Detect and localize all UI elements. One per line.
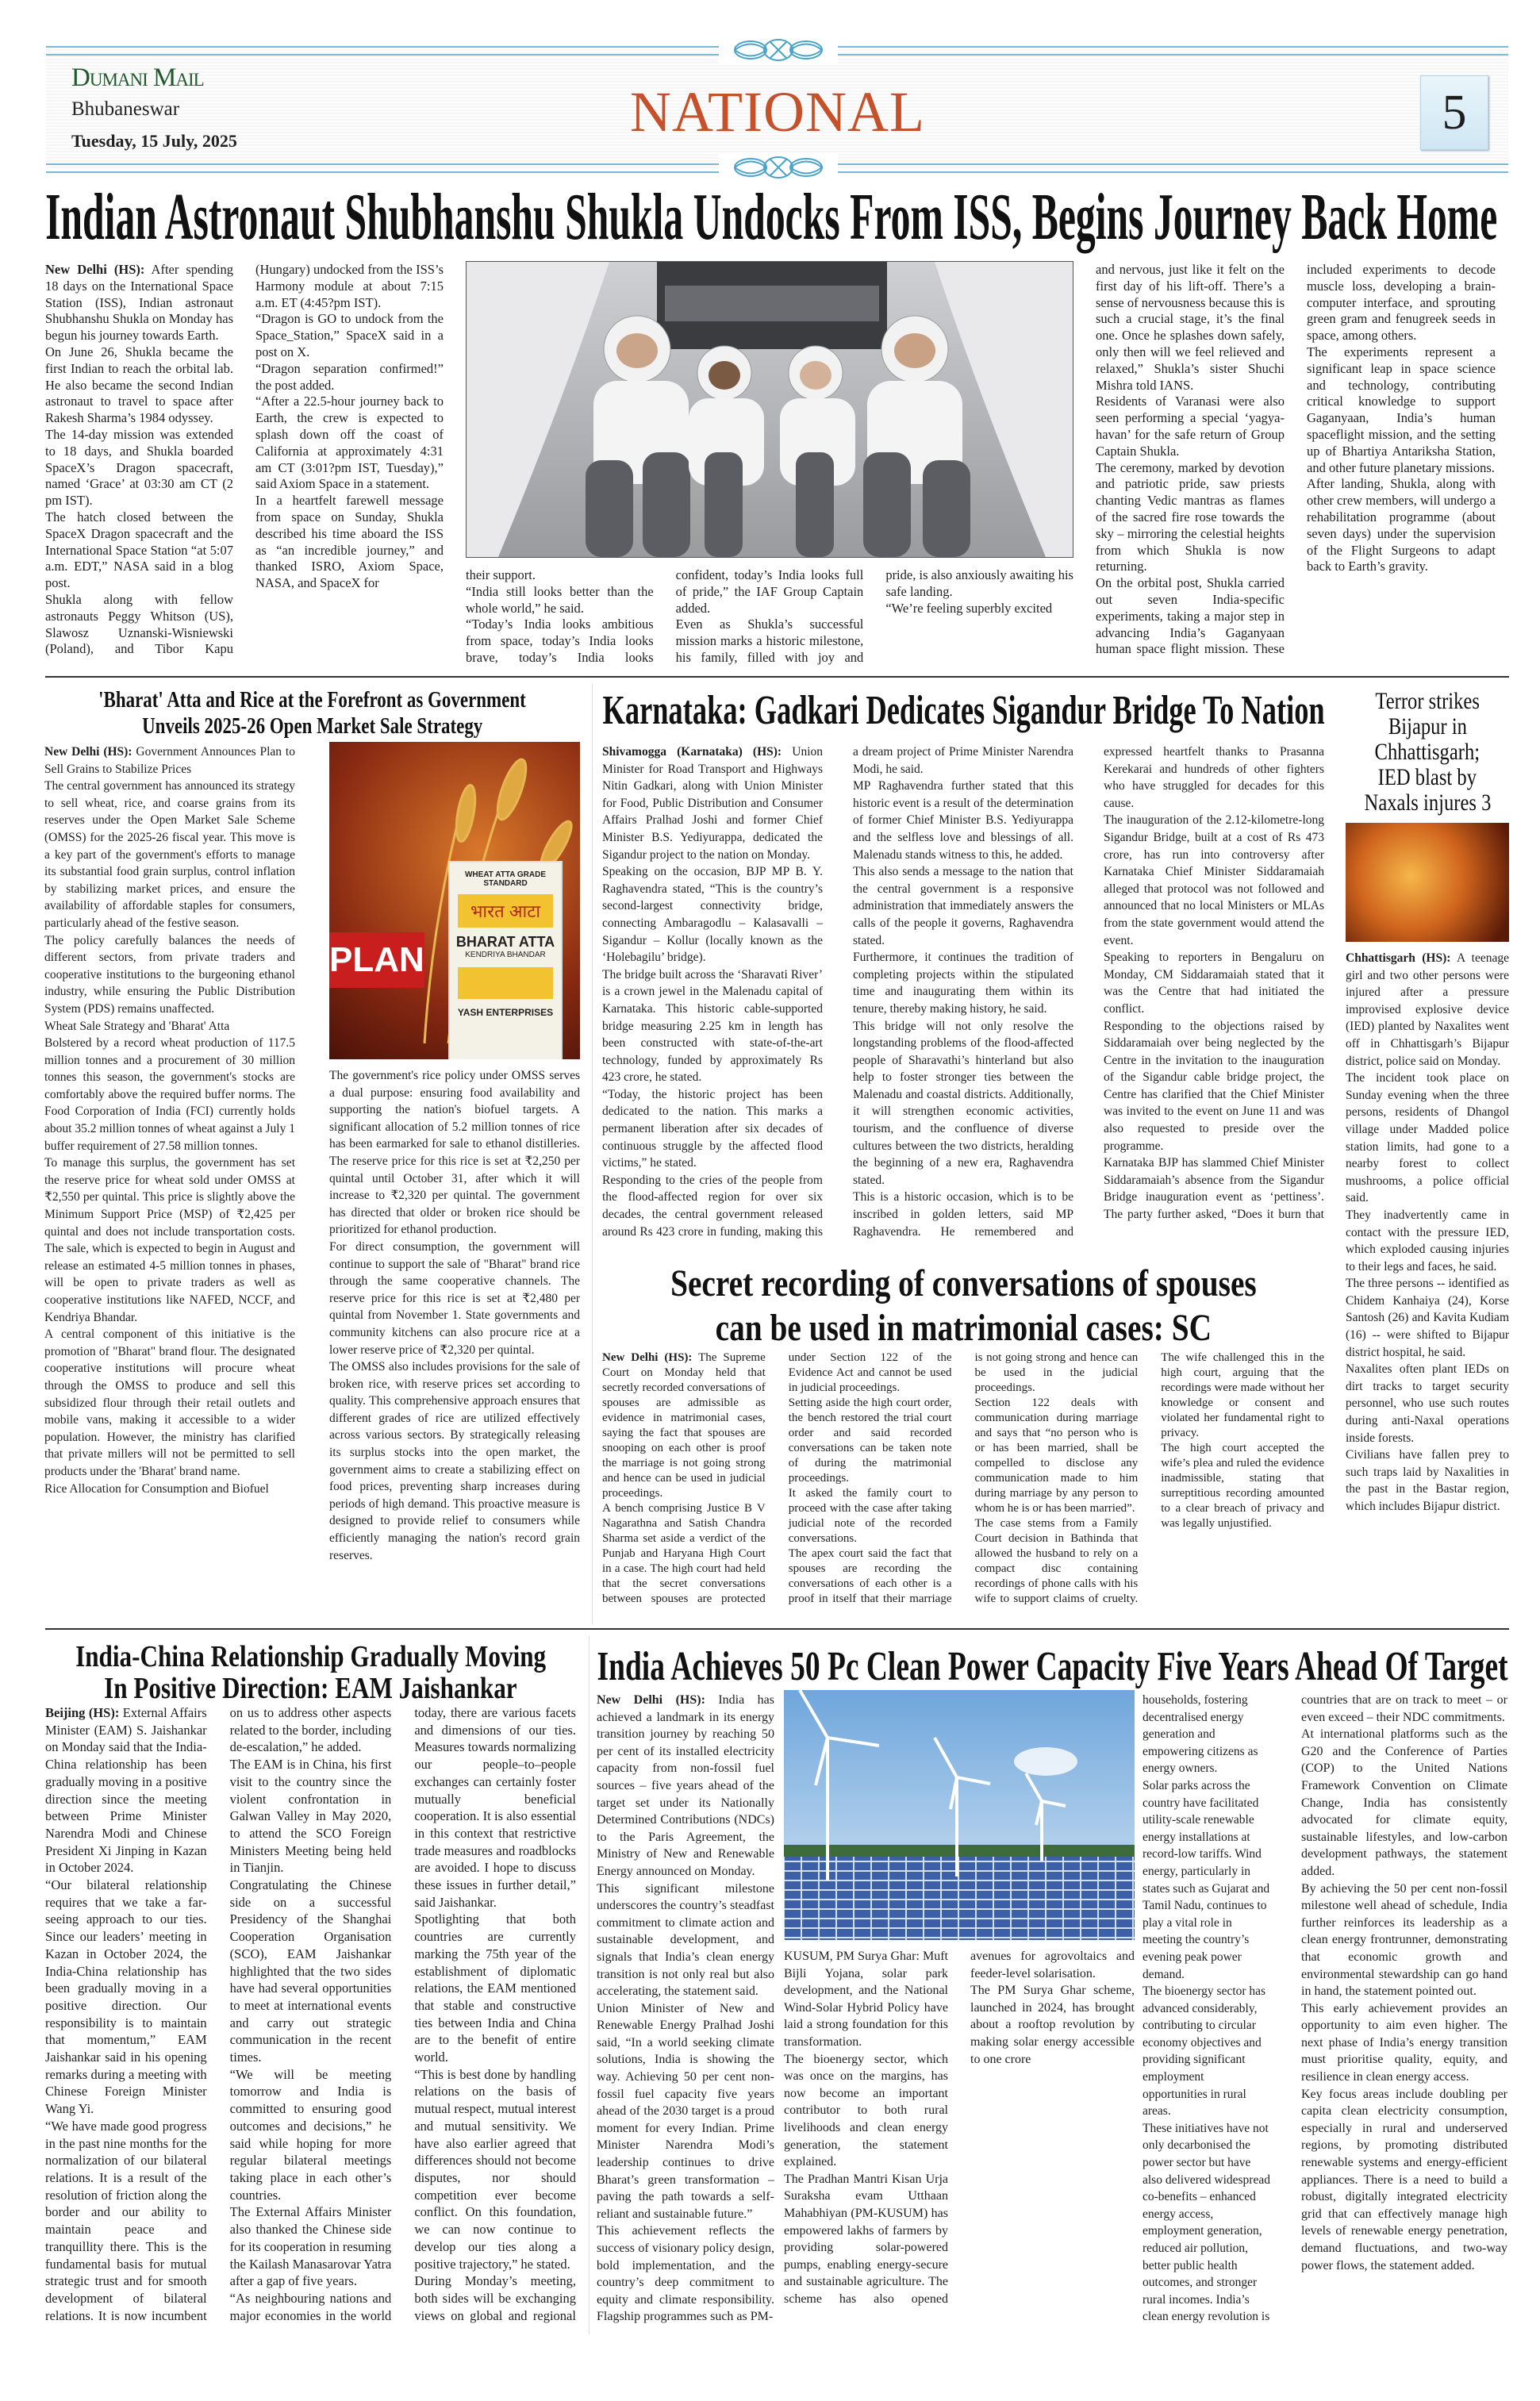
paragraph: “Today, the historic project has been dedicated to the nation. This marks a permanent liberation after six decades of continuous struggle by the affected flood victims,” he stated. <box>602 1087 823 1170</box>
paragraph: This achievement reflects the success of visionary policy design, bold implementation, and the country’s deep commitment to equity and climate responsibility. Flagship programmes such as PM- <box>597 2224 774 2324</box>
paragraph: In a heartfelt farewell message from space on Sunday, Shukla described his time aboard the ISS as “an incredible journey,” and thanked ISRO, Axiom Space, NASA, and SpaceX for <box>255 493 444 591</box>
paragraph <box>45 262 233 344</box>
headline-line: IED blast by <box>1377 764 1477 790</box>
image-banner-text: PLAN <box>329 940 424 979</box>
paragraph: Solar parks across the country have facilitated utility-scale renewable energy installations at record-low tariffs. Wind energy, particularly in states such as Gujarat and Tamil Nadu, continues to play a vital role in meeting the country’s evening peak power demand. <box>1143 1778 1270 1981</box>
paragraph: On June 26, Shukla became the first Indian to reach the orbital lab. He also became the second Indian astronaut to travel to space after Rakesh Sharma’s 1984 odyssey. <box>45 344 233 426</box>
paragraph: “After a 22.5-hour journey back to Earth, the crew is expected to splash down off the coast of California at approximately 4:31 am CT (3:01?pm IST, Tuesday),” said Axiom Space in a statement. <box>255 394 444 492</box>
headline-line: In Positive Direction: EAM Jaishankar <box>104 1672 517 1705</box>
newspaper-name: Dumani Mail <box>71 63 204 92</box>
paragraph: The EAM is in China, his first visit to the country since the violent confrontation in Galwan Valley in May 2020, to attend the SCO Foreign Ministers Meeting being held in Tianjin. <box>229 1757 392 1876</box>
astronaut-crew-photo <box>466 261 1073 558</box>
paragraph: This also sends a message to the nation that the central government is a responsive administration that immediately answers the calls of the people it governs, Raghavendra stated. <box>853 865 1073 947</box>
wind-solar-photo <box>784 1690 1135 1940</box>
paragraph: It asked the family court to proceed with the case after taking judicial note of the recorded conversations. <box>788 1487 952 1545</box>
section-title: NATIONAL <box>630 80 925 144</box>
headline-line: Chhattisgarh; <box>1374 739 1480 765</box>
headline-secret-recording <box>602 1262 1324 1350</box>
paragraph: Residents of Varanasi were also seen performing a special ‘yagya-havan’ for the safe return of Group Captain Shukla. <box>1096 394 1285 459</box>
dateline: Chhattisgarh (HS): <box>1346 951 1451 965</box>
paragraph: The inauguration of the 2.12-kilometre-long Sigandur Bridge, built at a cost of Rs 473 crore, has run into controversy after Karnataka Chief Minister Siddaramaiah alleged that protocol was not followed and announced that no local Ministers or MLAs from the state government would attend the event. <box>1104 813 1324 947</box>
dateline: Beijing (HS): <box>45 1705 120 1720</box>
headline-astronaut <box>45 179 1497 255</box>
paragraph: “Dragon is GO to undock from the Space_Station,” SpaceX said in a post on X. <box>255 311 444 359</box>
headline-line: Unveils 2025-26 Open Market Sale Strategy <box>141 714 483 739</box>
page-number: 5 <box>1420 75 1488 150</box>
paragraph: “Today’s India looks ambitious from space, today’s India looks brave, today’s India looks confident, today’s India looks full of pride,” the IAF Group Captain added. <box>466 567 864 665</box>
paragraph: To manage this surplus, the government has set the reserve price for wheat sold under OMSS at ₹2,550 per quintal. This price is slightly above the Minimum Support Price (MSP) of ₹2,425 per quintal and does not include transportation costs. The sale, which is expected to begin in August and release an estimated 4-5 million tonnes in phases, will be open to private traders as well as cooperative institutions like NAFED, NCCF, and Kendriya Bhandar. <box>44 1156 295 1324</box>
article-body-clean-col3 <box>1143 1692 1272 2333</box>
paragraph: Rice Allocation for Consumption and Biofuel <box>44 1481 269 1496</box>
paragraph: After landing, Shukla, along with other crew members, will undergo a rehabilitation programme (about seven days) under the supervision of the Flight Surgeons to adapt back to Earth’s gravity. <box>1307 476 1496 574</box>
column-divider <box>589 1636 590 2334</box>
paragraph: The central government has announced its strategy to sell wheat, rice, and coarse grains from its reserves under the Open Market Sale Scheme (OMSS) for the 2025-26 fiscal year. This move is a key part of the government's efforts to manage its substantial food grain surplus, control inflation by stabilizing market prices, and ensure the availability of affordable staples for consumers, particularly ahead of the festive season. <box>44 779 295 930</box>
paragraph: During Monday’s meeting, both sides will be exchanging views on global and regional <box>414 2273 576 2323</box>
headline-line: Terror strikes <box>1375 688 1480 714</box>
paragraph: Section 122 deals with communication during marriage and says that “no person who is or has been married, shall be compelled to disclose any communication made to him during marriage by any person to whom he is or has been married”. <box>974 1396 1139 1515</box>
headline-line: can be used in matrimonial cases: SC <box>715 1307 1212 1349</box>
headline-text: Karnataka: Gadkari Dedicates Sigandur Bridge To Nation <box>602 688 1325 733</box>
paragraph: The 14-day mission was extended to 18 days, and Shukla boarded SpaceX’s Dragon spacecraft, named ‘Grace’ at 03:30 am CT (2 pm IST). <box>45 426 233 509</box>
paragraph: Civilians have fallen prey to such traps laid by Naxalities in the past in the Bastar region, which includes Bijapur district. <box>1346 1448 1509 1513</box>
paragraph: Furthermore, it continues the tradition of completing projects within the stipulated time and inaugurating them within its tenure, thereby making history, he said. <box>853 951 1073 1016</box>
headline-karnataka <box>602 687 1324 735</box>
paragraph: KUSUM, PM Surya Ghar: Muft Bijli Yojana, solar park development, and the National Wind-Solar Hybrid Policy have laid a strong foundation for this transformation. <box>784 1950 948 2049</box>
paragraph-text: After spending 18 days on the International Space Station (ISS), Indian astronaut Shubhanshu Shukla on Monday has begun his journey towards Earth. <box>45 262 233 344</box>
article-body-secret-recording <box>602 1350 1324 1620</box>
paragraph: Speaking to reporters in Bengaluru on Monday, CM Siddaramaiah stated that it was the Centre that had initiated the conflict. <box>1104 951 1324 1016</box>
article-body-bharat-col2 <box>329 1067 580 1626</box>
paragraph: On the orbital post, Shukla carried out seven India-specific experiments, taking a major step in advancing India’s Gaganyaan human space flight mission. These included experiments to decode muscle loss, developing a brain-computer interface, and sprouting green gram and fenugreek seeds in space, among others. <box>1096 262 1496 657</box>
paragraph-text: Union Minister for Road Transport and Highways Nitin Gadkari, along with Union Minister for Food, Public Distribution and Consumer Affairs Pralhad Joshi and former Chief Minister B.S. Yediyurappa, dedicated the Sigandur project to the nation on Monday. <box>602 745 823 862</box>
paragraph: This bridge will not only resolve the longstanding problems of the flood-affected people of Sharavathi’s hinterland but also help to foster stronger ties between the Malenadu and coastal districts. Additionally, it will strengthen economic activities, tourism, and the confluence of diverse cultures between the two districts, heralding the beginning of a new era, Raghavendra stated. <box>853 1019 1073 1187</box>
article-body-astronaut-middle <box>466 567 1073 670</box>
edition-city: Bhubaneswar <box>71 98 180 120</box>
article-body-clean-under-image <box>784 1948 1135 2333</box>
headline-terror <box>1346 689 1509 816</box>
paragraph: Union Minister of New and Renewable Energy Pralhad Joshi said, “In a world seeking climate solutions, India is showing the way. Achieving 50 per cent non-fossil fuel capacity five years ahead of the 2030 target is a proud moment for every Indian. Prime Minister Narendra Modi’s leadership continues to drive Bharat’s green transformation – paving the path towards a self-reliant and sustainable future.” <box>597 2001 774 2221</box>
paragraph: The ceremony, marked by devotion and patriotic pride, saw priests chanting Vedic mantras as flames of the sacred fire rose towards the sky – mirroring the celestial heights from which Shukla is now returning. <box>1096 459 1285 574</box>
paragraph-text: A teenage girl and two other persons were injured after a pressure improvised explosive device (IED) planted by Naxalites went off in Chhattisgarh’s Bijapur district, police said on Monday. <box>1346 951 1509 1068</box>
paragraph: Responding to the cries of the people from the flood-affected region for over six decades, the central government released around Rs 423 crore in funding, making this a dream project of Prime Minister Narendra Modi, he said. <box>602 745 1073 1239</box>
paragraph-text: External Affairs Minister (EAM) S. Jaishankar on Monday said that the India-China relationship has been gradually moving in a positive direction since the meeting between Prime Minister Narendra Modi and Chinese President Xi Jinping in Kazan in October 2024. <box>45 1705 207 1876</box>
paragraph: Naxalites often plant IEDs on dirt tracks to target security personnel, who use such routes during anti-Naxal operations inside forests. <box>1346 1362 1509 1445</box>
packet-brand: BHARAT ATTA <box>455 934 555 950</box>
bharat-atta-photo <box>329 742 580 1059</box>
paragraph: A bench comprising Justice B V Nagarathna and Satish Chandra Sharma set aside a verdict of the Punjab and Haryana High Court in a case. The high court had held that the secret conversations between spouses are protected under Section 122 of the Evidence Act and cannot be used in judicial proceedings. <box>602 1351 952 1605</box>
dateline: New Delhi (HS): <box>45 262 145 277</box>
headline-line: Naxals injures 3 <box>1364 789 1491 816</box>
article-body-terror <box>1346 950 1509 1624</box>
dateline: Shivamogga (Karnataka) (HS): <box>602 745 782 759</box>
paragraph: The policy carefully balances the needs of different sectors, from private traders and cooperative institutions to the burgeoning ethanol industry, while ensuring the Public Distribution System (PDS) remains unaffected. <box>44 933 295 1016</box>
headline-india-china <box>45 1641 576 1704</box>
headline-clean-power <box>597 1644 1507 1690</box>
paragraph: and nervous, just like it felt on the first day of his lift-off. There’s a sense of nervousness because this is such a crucial stage, it’s the final one. Once he splashes down safely, only then will we feel relieved and relaxed,” Shukla’s sister Shuchi Mishra told IANS. <box>1096 262 1285 393</box>
paragraph: They inadvertently came in contact with the pressure IED, which exploded causing injuries to their legs and faces, he said. <box>1346 1208 1509 1273</box>
paragraph-text: Government Announces Plan to Sell Grains to Stabilize Prices <box>44 745 295 776</box>
paragraph: Wheat Sale Strategy and 'Bharat' Atta <box>44 1019 230 1033</box>
paragraph: “India still looks better than the whole world,” he said. <box>466 583 654 616</box>
bharat-atta-packet <box>448 861 563 1059</box>
paragraph <box>45 1704 207 1877</box>
divider <box>45 1628 1509 1630</box>
dateline: New Delhi (HS): <box>597 1693 705 1707</box>
article-body-karnataka <box>602 743 1324 1251</box>
paragraph: The government's rice policy under OMSS serves a dual purpose: ensuring food availability and supporting the nation's biofuel targets. A significant allocation of 5.2 million tonnes of rice has been earmarked for sale to ethanol distilleries. The reserve price for this rice is set at ₹2,250 per quintal until October 31, after which it will increase to ₹2,320 per quintal. The government has directed that older or broken rice should be prioritized for ethanol production. <box>329 1069 580 1237</box>
paragraph: Shukla along with fellow astronauts Peggy Whitson (US), Slawosz Uznanski-Wisniewski (Poland), and Tibor Kapu (Hungary) undocked from the ISS’s Harmony module at about 7:15 a.m. ET (4:45?pm IST). <box>45 262 444 657</box>
headline-line: 'Bharat' Atta and Rice at the Forefront as Government <box>98 688 526 713</box>
paragraph <box>597 1692 774 1880</box>
headline-text: Indian Astronaut Shubhanshu Shukla Undocks From ISS, Begins Journey Back Home <box>45 180 1498 254</box>
headline-line: Secret recording of conversations of spouses <box>670 1262 1257 1304</box>
article-body-clean-col4 <box>1301 1692 1507 2333</box>
paragraph: By achieving the 50 per cent non-fossil milestone well ahead of schedule, India further reinforces its leadership as a clean energy frontrunner, demonstrating that economic growth and environmental stewardship can go hand in hand, the statement pointed out. <box>1301 1881 1507 1999</box>
ied-blast-photo <box>1346 823 1509 942</box>
paragraph: The apex court said the fact that spouses are recording the conversations of each other is a proof in itself that their marriage is not going strong and hence can be used in the judicial proceedings. <box>788 1351 1139 1605</box>
dateline: New Delhi (HS): <box>44 745 132 759</box>
paragraph: For direct consumption, the government will continue to support the sale of "Bharat" brand rice through the same cooperative channels. The reserve price for this rice is set at ₹2,480 per quintal from November 1. State governments and community kitchens can also procure rice at a lower reserve price of ₹2,320 per quintal. <box>329 1239 580 1357</box>
article-body-astronaut-right <box>1096 262 1496 670</box>
paragraph: “As neighbouring nations and major economies in the world today, there are various facets and dimensions of our ties. Measures towards normalizing our people–to–people exchanges can certainly foster mutually beneficial cooperation. It is also essential in this context that restrictive trade measures and roadblocks are avoided. I hope to discuss these issues in further detail,” said Jaishankar. <box>229 1705 576 2323</box>
paragraph <box>1346 950 1509 1070</box>
paragraph: These initiatives have not only decarbonised the power sector but have also delivered widespread co-benefits – enhanced energy access, employment generation, reduced air pollution, better public health outcomes, and stronger rural incomes. India’s clean energy revolution is <box>1143 2121 1270 2324</box>
paragraph: countries that are on track to meet – or even exceed – their NDC commitments. <box>1301 1693 1507 1724</box>
paragraph: Even as Shukla’s successful mission marks a historic milestone, his family, filled with joy and pride, is also anxiously awaiting his safe landing. <box>675 567 1073 665</box>
article-body-bharat-col1 <box>44 743 295 1626</box>
paragraph: their support. <box>466 567 536 582</box>
ornament-icon <box>719 154 838 181</box>
paragraph: The hatch closed between the SpaceX Dragon spacecraft and the International Space Station “at 5:07 a.m. EDT,” NASA said in a blog post. <box>45 509 233 591</box>
article-body-india-china <box>45 1704 576 2339</box>
packet-label: WHEAT ATTA GRADE STANDARD <box>464 870 547 888</box>
headline-line: India-China Relationship Gradually Moving <box>75 1640 547 1673</box>
paragraph: The experiments represent a significant leap in space science and technology, contributing critical knowledge to support Gaganyaan, India’s human spaceflight mission, and the setting up of Bhartiya Antariksha Station, and other future planetary missions. <box>1307 344 1496 475</box>
paragraph: Speaking on the occasion, BJP MP B. Y. Raghavendra stated, “This is the country’s second-largest connectivity bridge, connecting Ambaragodlu – Kalasavalli – Sigandur – Kollur (locally known as the ‘Holebagilu’ bridge). <box>602 865 823 965</box>
paragraph: The Pradhan Mantri Kisan Urja Suraksha evam Utthaan Mahabhiyan (PM-KUSUM) has empowered lakhs of farmers by providing solar-powered pumps, enabling energy-secure and sustainable agriculture. The scheme has also opened avenues for agrovoltaics and feeder-level solarisation. <box>784 1950 1135 2306</box>
column-divider <box>592 684 593 1624</box>
headline-bharat <box>44 687 580 740</box>
paragraph: “This is best done by handling relations on the basis of mutual respect, mutual interest and mutual sensitivity. We have also earlier agreed that differences should not become disputes, nor should competition ever become conflict. On this foundation, we can now continue to develop our ties along a positive trajectory,” he stated. <box>414 2066 576 2272</box>
paragraph: The bridge built across the ‘Sharavati River’ is a crown jewel in the Malenadu capital of Karnataka. This historic cable-supported bridge measuring 2.25 km in length has been constructed with state-of-the-art technology, funded by approximately Rs 423 crore, he stated. <box>602 967 823 1085</box>
paragraph: “Dragon separation confirmed!” the post added. <box>255 360 444 393</box>
paragraph: The External Affairs Minister also thanked the Chinese side for its cooperation in resuming the Kailash Manasarovar Yatra after a gap of five years. <box>229 2204 392 2289</box>
paragraph: “We have made good progress in the past nine months for the normalization of our bilateral relations. It is a result of the resolution of friction along the border and our ability to maintain peace and tranquillity there. This is the fundamental basis for mutual strategic trust and for smooth development of bilateral relations. It is now incumbent on us to address other aspects related to the border, including de-escalation,” he added. <box>45 1705 392 2323</box>
paragraph: “We’re feeling superbly excited <box>885 600 1053 616</box>
paragraph: Key focus areas include doubling per capita clean electricity consumption, especially in rural and underserved regions, by promoting distributed renewable systems and energy-efficient appliances. There is a need to build a robust, digitally integrated electricity grid that can effectively manage high levels of renewable energy penetration, demand fluctuations, and two-way power flows, the statement added. <box>1301 2087 1507 2272</box>
paragraph: The OMSS also includes provisions for the sale of broken rice, with reserve prices set according to quality. This comprehensive approach ensures that different grades of rice are utilized effectively across various sectors. By strategically releasing its surplus stocks into the open market, the government aims to create a stabilizing effect on food prices, preventing sharp increases during periods of high demand. This proactive measure is designed to provide relief to consumers while efficiently managing the nation's record grain reserves. <box>329 1360 580 1562</box>
paragraph: At international platforms such as the G20 and the Conference of Parties (COP) to the United Nations Framework Convention on Climate Change, India has consistently advocated for climate equity, sustainable lifestyles, and low-carbon development pathways, the statement added. <box>1301 1727 1507 1878</box>
paragraph: This early achievement provides an opportunity to aim even higher. The next phase of India’s energy transition must prioritise quality, equity, and resilience in clean energy access. <box>1301 2001 1507 2084</box>
paragraph: Karnataka BJP has slammed Chief Minister Siddaramaiah’s absence from the Sigandur Bridge inauguration event as ‘pettiness’. The party further asked, “Does it burn that <box>1104 1156 1324 1222</box>
paragraph-text: The Supreme Court on Monday held that secretly recorded conversations of spouses are admissible as evidence in matrimonial cases, saying the fact that spouses are snooping on each other is proof the marriage is not going strong and hence can be used in judicial proceedings. <box>602 1351 766 1500</box>
paragraph: The case stems from a Family Court decision in Bathinda that allowed the husband to rely on a compact disc containing recordings of phone calls with his wife to support claims of cruelty. The wife challenged this in the high court, arguing that the recordings were made without her knowledge or consent and violated her fundamental right to privacy. <box>974 1351 1324 1605</box>
paragraph: The bioenergy sector has advanced considerably, contributing to circular economy objectives and providing significant employment opportunities in rural areas. <box>1143 1984 1266 2119</box>
paragraph: “We will be meeting tomorrow and India is committed to ensuring good outcomes and decisions,” he said while hoping for more regular bilateral meetings taking place in each other’s countries. <box>229 2066 392 2203</box>
paragraph-text: India has achieved a landmark in its energy transition journey by reaching 50 per cent of its installed electricity capacity from non-fossil fuel sources – five years ahead of the target set under its Nationally Determined Contributions (NDCs) to the Paris Agreement, the Ministry of New and Renewable Energy announced on Monday. <box>597 1693 774 1878</box>
article-body-astronaut-left <box>45 262 444 670</box>
packet-hindi-label: भारत आटा <box>458 894 553 928</box>
headline-text: India Achieves 50 Pc Clean Power Capacity Five Years Ahead Of Target <box>597 1644 1508 1689</box>
dateline: New Delhi (HS): <box>602 1351 693 1364</box>
paragraph: Bolstered by a record wheat production of 117.5 million tonnes and a procurement of 30 million tonnes this season, the government's stocks are comfortably above the required buffer norms. The Food Corporation of India (FCI) currently holds about 35.2 million tonnes of wheat against a July 1 buffer requirement of 27.58 million tonnes. <box>44 1036 295 1153</box>
paragraph <box>602 743 823 863</box>
packet-maker: YASH ENTERPRISES <box>457 1007 554 1018</box>
article-body-clean-col1 <box>597 1692 774 2333</box>
paragraph: The incident took place on Sunday evening when the three persons, residents of Dhangol village under Madded police station limits, had gone to a nearby forest to collect mushrooms, a police official said. <box>1346 1071 1509 1205</box>
paragraph <box>602 1350 766 1501</box>
paragraph: The three persons -- identified as Chidem Kanhaiya (24), Korse Santosh (26) and Kavita Kudiam (16) -- were shifted to Bijapur district hospital, he said. <box>1346 1277 1509 1359</box>
paragraph: A central component of this initiative is the promotion of "Bharat" brand flour. The designated cooperative institutions will procure wheat through the OMSS to produce and sell this subsidized flour through their retail outlets and mobile vans, making it accessible to a wider population. However, the ministry has clarified that private millers will not be permitted to sell products under the 'Bharat' brand name. <box>44 1327 295 1478</box>
ornament-icon <box>719 36 838 63</box>
paragraph: MP Raghavendra further stated that this historic event is a result of the determination of former Chief Minister B.S. Yediyurappa and the selfless love and blessings of all. Malenadu stands witness to this, he added. <box>853 779 1073 862</box>
paragraph: This is a historic occasion, which is to be inscribed in golden letters, said MP Raghavendra. He remembered and expressed heartfelt thanks to Prasanna Kerekarai and hundreds of other fighters who have struggled for decades for this cause. <box>853 745 1324 1239</box>
paragraph: This significant milestone underscores the country’s steadfast commitment to climate action and sustainable development, and signals that India’s clean energy transition is not only real but also accelerating, the statement said. <box>597 1881 774 1999</box>
paragraph: Congratulating the Chinese side on a successful Presidency of the Shanghai Cooperation Organisation (SCO), EAM Jaishankar highlighted that the two sides have had several opportunities to meet at international events and carry out strategic communication in the recent times. <box>229 1877 392 2065</box>
paragraph <box>44 743 295 778</box>
paragraph: The high court accepted the wife’s plea and ruled the evidence inadmissible, stating that surreptitious recording amounted to a clear breach of privacy and was legally unjustified. <box>1161 1442 1324 1530</box>
headline-line: Bijapur in <box>1388 713 1467 740</box>
packet-sub: KENDRIYA BHANDAR <box>465 951 546 959</box>
paragraph: households, fostering decentralised energy generation and empowering citizens as energy owners. <box>1143 1693 1258 1776</box>
paragraph: “Our bilateral relationship requires that we take a far-seeing approach to our ties. Since our leaders’ meeting in Kazan in October 2024, the India-China relationship has been gradually moving in a positive direction. Our responsibility is to maintain that momentum,” EAM Jaishankar said in his opening remarks during a meeting with Chinese Foreign Minister Wang Yi. <box>45 1877 207 2117</box>
issue-date: Tuesday, 15 July, 2025 <box>71 131 237 151</box>
paragraph: The PM Surya Ghar scheme, launched in 2024, has brought about a rooftop revolution by making solar energy accessible to one crore <box>970 1984 1135 2066</box>
paragraph: Spotlighting that both countries are currently marking the 75th year of the establishment of diplomatic relations, the EAM mentioned that stable and constructive ties between India and China are to the benefit of entire world. <box>414 1911 576 2065</box>
paragraph: Responding to the objections raised by Siddaramaiah over being neglected by the Centre in the invitation to the inauguration of the Sigandur cable bridge project, the Centre has clarified that the Chief Minister was invited to the event on June 11 and was also requested to preside over the programme. <box>1104 1019 1324 1153</box>
paragraph: Setting aside the high court order, the bench restored the trial court order and said recorded conversations can be taken note of during the matrimonial proceedings. <box>788 1396 952 1485</box>
paragraph: The bioenergy sector, which was once on the margins, has now become an important contributor to both rural livelihoods and clean energy generation, the statement explained. <box>784 2052 948 2169</box>
divider <box>45 676 1509 678</box>
